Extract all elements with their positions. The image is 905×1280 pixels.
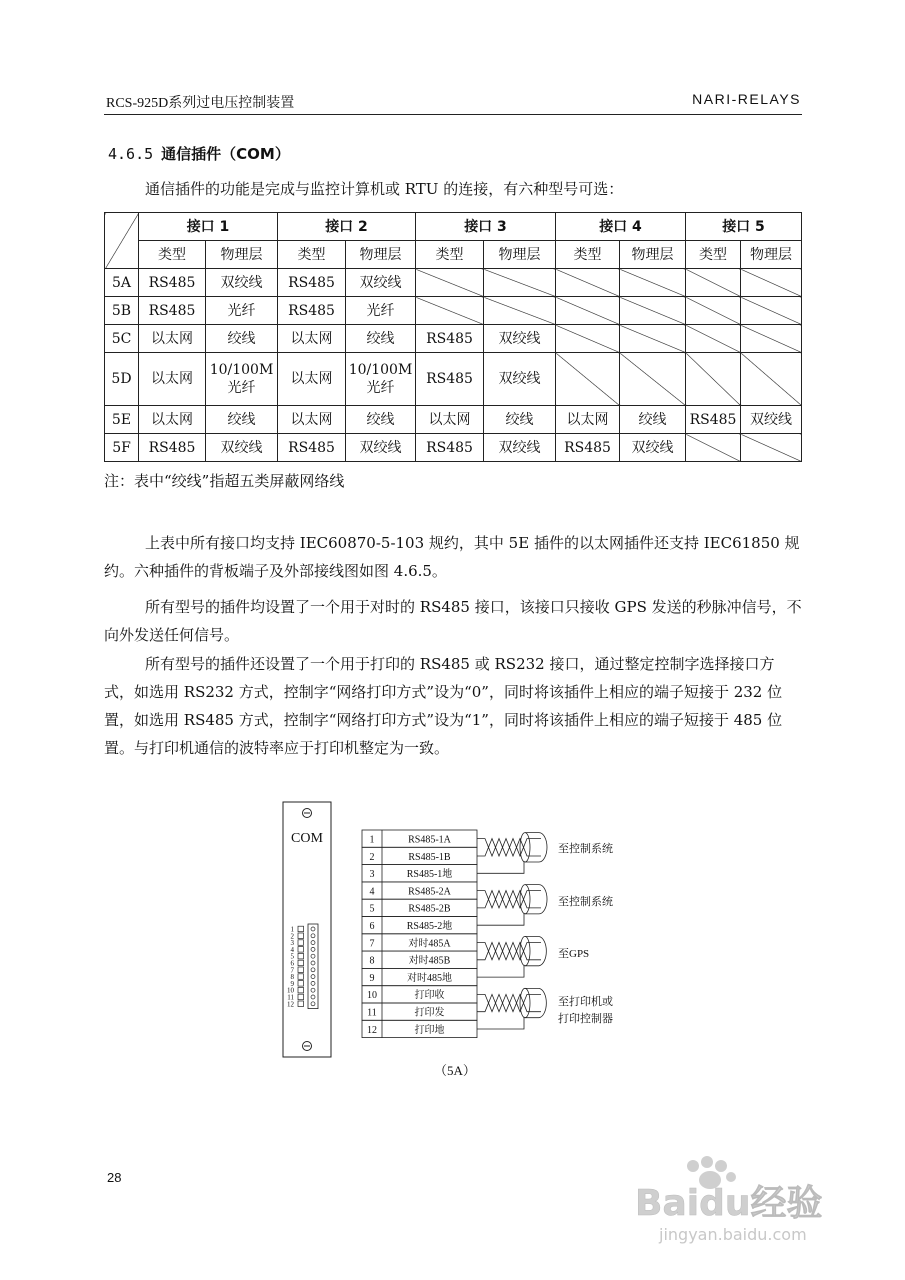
table-corner-cell bbox=[105, 213, 139, 269]
paragraph-1: 上表中所有接口均支持 IEC60870-5-103 规约，其中 5E 插件的以太网插件还支持 IEC61850 规约。六种插件的背板端子及外部接线图如图 4.6.5。 bbox=[104, 534, 800, 580]
terminal-number: 6 bbox=[369, 921, 375, 932]
pin-contact bbox=[311, 968, 315, 972]
pin-number: 5 bbox=[290, 952, 294, 961]
pin-slot bbox=[298, 981, 304, 987]
twisted-wire bbox=[477, 891, 541, 908]
pin-slot bbox=[298, 960, 304, 966]
physical-layer-cell: 双绞线 bbox=[484, 325, 556, 353]
unused-cell bbox=[620, 353, 686, 406]
unused-cell bbox=[556, 297, 620, 325]
cable-shield-end bbox=[520, 936, 530, 965]
pin-slot bbox=[298, 926, 304, 932]
terminal-label: RS485-1A bbox=[408, 834, 451, 846]
terminal-table bbox=[362, 830, 477, 1038]
terminal-label: 打印发 bbox=[414, 1007, 445, 1019]
type-header: 类型 bbox=[278, 241, 346, 269]
model-id: 5A bbox=[105, 269, 139, 297]
destination-label: 至打印机或 bbox=[558, 996, 613, 1008]
type-cell: RS485 bbox=[278, 434, 346, 462]
pin-number: 4 bbox=[290, 945, 294, 954]
type-cell: 以太网 bbox=[139, 406, 206, 434]
pin-number: 12 bbox=[287, 1000, 294, 1009]
terminal-number: 2 bbox=[369, 851, 375, 863]
twisted-wire bbox=[477, 994, 541, 1011]
interface-header: 接口 2 bbox=[278, 213, 416, 241]
type-cell: RS485 bbox=[278, 297, 346, 325]
type-cell: 以太网 bbox=[278, 325, 346, 353]
pin-slot bbox=[298, 1001, 304, 1007]
physical-layer-cell: 双绞线 bbox=[346, 269, 416, 297]
physical-layer-cell: 10/100M 光纤 bbox=[206, 353, 278, 406]
ground-wire bbox=[477, 965, 524, 977]
terminal-number: 5 bbox=[369, 903, 375, 915]
twisted-wire bbox=[477, 891, 541, 908]
table-note: 注：表中“绞线”指超五类屏蔽网络线 bbox=[104, 472, 345, 490]
interface-header: 接口 3 bbox=[416, 213, 556, 241]
header-brand: NARI-RELAYS bbox=[692, 91, 801, 107]
unused-cell bbox=[484, 269, 556, 297]
terminal-label: 对时485B bbox=[408, 955, 451, 967]
physical-layer-cell: 双绞线 bbox=[484, 434, 556, 462]
terminal-label: RS485-1地 bbox=[406, 869, 453, 881]
figure-caption: （5A） bbox=[434, 1063, 476, 1078]
twisted-wire bbox=[477, 943, 541, 960]
pin-contact bbox=[311, 1002, 315, 1006]
unused-cell bbox=[416, 269, 484, 297]
unused-cell bbox=[741, 297, 802, 325]
pin-number: 2 bbox=[290, 932, 294, 941]
ground-wire bbox=[477, 1017, 524, 1029]
intro-paragraph: 通信插件的功能是完成与监控计算机或 RTU 的连接，有六种型号可选： bbox=[145, 180, 624, 198]
wiring-diagram bbox=[280, 800, 660, 1060]
pin-contact bbox=[311, 941, 315, 945]
connector-pins bbox=[287, 924, 318, 1009]
pin-contact bbox=[311, 947, 315, 951]
physical-layer-cell: 双绞线 bbox=[620, 434, 686, 462]
header-rule bbox=[104, 114, 802, 115]
unused-cell bbox=[556, 353, 620, 406]
type-cell: 以太网 bbox=[416, 406, 484, 434]
unused-cell bbox=[686, 325, 741, 353]
unused-cell bbox=[686, 297, 741, 325]
unused-cell bbox=[686, 269, 741, 297]
section-title: 通信插件（COM） bbox=[161, 145, 290, 163]
interface-header: 接口 5 bbox=[686, 213, 802, 241]
pin-number: 6 bbox=[290, 959, 294, 968]
unused-cell bbox=[556, 269, 620, 297]
twisted-wire bbox=[477, 839, 541, 856]
unused-cell bbox=[686, 353, 741, 406]
model-id: 5B bbox=[105, 297, 139, 325]
table-row bbox=[105, 434, 802, 462]
connector-block bbox=[308, 924, 318, 1009]
terminal-label: 打印收 bbox=[414, 990, 445, 1002]
type-header: 类型 bbox=[416, 241, 484, 269]
terminal-number: 1 bbox=[369, 834, 375, 846]
paragraph-2: 所有型号的插件均设置了一个用于对时的 RS485 接口，该接口只接收 GPS 发送的秒脉冲信号，不向外发送任何信号。 bbox=[104, 598, 802, 644]
type-cell: RS485 bbox=[278, 269, 346, 297]
type-cell: 以太网 bbox=[278, 353, 346, 406]
pin-contact bbox=[311, 981, 315, 985]
destination-label: 打印控制器 bbox=[558, 1013, 613, 1025]
destination-label: 至控制系统 bbox=[558, 843, 613, 855]
physical-layer-cell: 绞线 bbox=[346, 406, 416, 434]
physical-layer-cell: 双绞线 bbox=[346, 434, 416, 462]
terminal-number: 10 bbox=[367, 990, 377, 1002]
pin-slot bbox=[298, 994, 304, 1000]
pin-contact bbox=[311, 934, 315, 938]
pin-slot bbox=[298, 974, 304, 980]
model-id: 5E bbox=[105, 406, 139, 434]
type-cell: 以太网 bbox=[556, 406, 620, 434]
model-id: 5D bbox=[105, 353, 139, 406]
pin-number: 3 bbox=[290, 939, 294, 948]
twisted-wire bbox=[477, 943, 541, 960]
physical-layer-header: 物理层 bbox=[620, 241, 686, 269]
terminal-label: RS485-1B bbox=[408, 851, 451, 863]
model-id: 5C bbox=[105, 325, 139, 353]
destination-label: 至GPS bbox=[558, 948, 590, 960]
physical-layer-cell: 双绞线 bbox=[206, 269, 278, 297]
physical-layer-cell: 双绞线 bbox=[484, 353, 556, 406]
table-row bbox=[105, 325, 802, 353]
physical-layer-header: 物理层 bbox=[346, 241, 416, 269]
module-label: COM bbox=[291, 831, 323, 846]
header-title: RCS-925D系列过电压控制装置 bbox=[106, 96, 295, 111]
page-number: 28 bbox=[107, 1170, 122, 1185]
unused-cell bbox=[741, 269, 802, 297]
unused-cell bbox=[741, 353, 802, 406]
twisted-pairs bbox=[477, 833, 547, 1029]
type-cell: RS485 bbox=[139, 434, 206, 462]
physical-layer-cell: 绞线 bbox=[206, 406, 278, 434]
pin-contact bbox=[311, 961, 315, 965]
terminal-number: 3 bbox=[369, 869, 375, 881]
unused-cell bbox=[620, 297, 686, 325]
pin-slot bbox=[298, 933, 304, 939]
ground-wire bbox=[477, 861, 524, 873]
terminal-label: 对时485地 bbox=[407, 972, 452, 984]
section-number: 4.6.5 bbox=[108, 145, 154, 163]
terminal-number: 11 bbox=[367, 1007, 377, 1019]
pin-contact bbox=[311, 954, 315, 958]
terminal-number: 8 bbox=[369, 955, 375, 967]
pin-number: 10 bbox=[287, 986, 294, 995]
pin-slot bbox=[298, 987, 304, 993]
physical-layer-header: 物理层 bbox=[206, 241, 278, 269]
pin-contact bbox=[311, 975, 315, 979]
table-row bbox=[105, 406, 802, 434]
unused-cell bbox=[620, 325, 686, 353]
pin-number: 11 bbox=[287, 993, 294, 1002]
terminal-number: 12 bbox=[367, 1024, 377, 1036]
pin-number: 1 bbox=[290, 925, 294, 934]
twisted-wire bbox=[477, 839, 541, 856]
destination-label: 至控制系统 bbox=[558, 896, 613, 908]
paragraph-3: 所有型号的插件还设置了一个用于打印的 RS485 或 RS232 接口，通过整定控制字选择接口方式，如选用 RS232 方式，控制字“网络打印方式”设为“0”，同时将该插件上相应的端子短接于 232 位置，如选用 RS485 方式，控制字“网络打印方式”设为“1”，同时将该插件上相应的端子短接于 485 位置。与打印机通信的波特率应于打印机整定为一致。 bbox=[104, 655, 783, 757]
type-cell: RS485 bbox=[416, 434, 484, 462]
type-header: 类型 bbox=[139, 241, 206, 269]
table-row bbox=[105, 297, 802, 325]
physical-layer-header: 物理层 bbox=[484, 241, 556, 269]
watermark-brand: Baidu经验 bbox=[635, 1183, 823, 1224]
cable-shield-end bbox=[520, 833, 530, 862]
pin-number: 8 bbox=[290, 973, 294, 982]
cable-shield-end bbox=[520, 988, 530, 1017]
table-row bbox=[105, 353, 802, 406]
unused-cell bbox=[741, 325, 802, 353]
terminal-label: RS485-2地 bbox=[406, 921, 453, 932]
terminal-label: RS485-2A bbox=[408, 886, 451, 898]
physical-layer-cell: 光纤 bbox=[206, 297, 278, 325]
watermark-url: jingyan.baidu.com bbox=[659, 1225, 807, 1244]
twisted-wire bbox=[477, 994, 541, 1011]
physical-layer-cell: 绞线 bbox=[484, 406, 556, 434]
table-row bbox=[105, 269, 802, 297]
type-cell: RS485 bbox=[556, 434, 620, 462]
terminal-number: 9 bbox=[369, 972, 375, 984]
pin-slot bbox=[298, 940, 304, 946]
terminal-number: 7 bbox=[369, 938, 375, 950]
interface-header: 接口 4 bbox=[556, 213, 686, 241]
cable-shield-end bbox=[520, 885, 530, 914]
unused-cell bbox=[620, 269, 686, 297]
physical-layer-cell: 绞线 bbox=[206, 325, 278, 353]
section-heading bbox=[108, 143, 290, 164]
type-cell: RS485 bbox=[686, 406, 741, 434]
type-cell: 以太网 bbox=[139, 353, 206, 406]
terminal-label: 打印地 bbox=[414, 1024, 445, 1036]
type-cell: RS485 bbox=[139, 269, 206, 297]
physical-layer-header: 物理层 bbox=[741, 241, 802, 269]
unused-cell bbox=[741, 434, 802, 462]
type-header: 类型 bbox=[686, 241, 741, 269]
pin-contact bbox=[311, 927, 315, 931]
ground-wire bbox=[477, 913, 524, 925]
model-id: 5F bbox=[105, 434, 139, 462]
physical-layer-cell: 双绞线 bbox=[206, 434, 278, 462]
type-cell: 以太网 bbox=[139, 325, 206, 353]
pin-slot bbox=[298, 967, 304, 973]
unused-cell bbox=[484, 297, 556, 325]
unused-cell bbox=[686, 434, 741, 462]
terminal-number: 4 bbox=[369, 886, 375, 898]
type-cell: 以太网 bbox=[278, 406, 346, 434]
unused-cell bbox=[556, 325, 620, 353]
pin-number: 7 bbox=[290, 966, 294, 975]
pin-slot bbox=[298, 953, 304, 959]
terminal-label: RS485-2B bbox=[408, 903, 451, 915]
physical-layer-cell: 光纤 bbox=[346, 297, 416, 325]
type-header: 类型 bbox=[556, 241, 620, 269]
pin-contact bbox=[311, 995, 315, 999]
type-cell: RS485 bbox=[416, 325, 484, 353]
physical-layer-cell: 10/100M 光纤 bbox=[346, 353, 416, 406]
pin-number: 9 bbox=[290, 979, 294, 988]
unused-cell bbox=[416, 297, 484, 325]
physical-layer-cell: 绞线 bbox=[620, 406, 686, 434]
physical-layer-cell: 绞线 bbox=[346, 325, 416, 353]
type-cell: RS485 bbox=[416, 353, 484, 406]
baidu-watermark bbox=[635, 1150, 865, 1245]
com-types-table bbox=[104, 212, 802, 462]
interface-header: 接口 1 bbox=[139, 213, 278, 241]
terminal-label: 对时485A bbox=[408, 938, 451, 950]
type-cell: RS485 bbox=[139, 297, 206, 325]
physical-layer-cell: 双绞线 bbox=[741, 406, 802, 434]
pin-slot bbox=[298, 947, 304, 953]
pin-contact bbox=[311, 988, 315, 992]
